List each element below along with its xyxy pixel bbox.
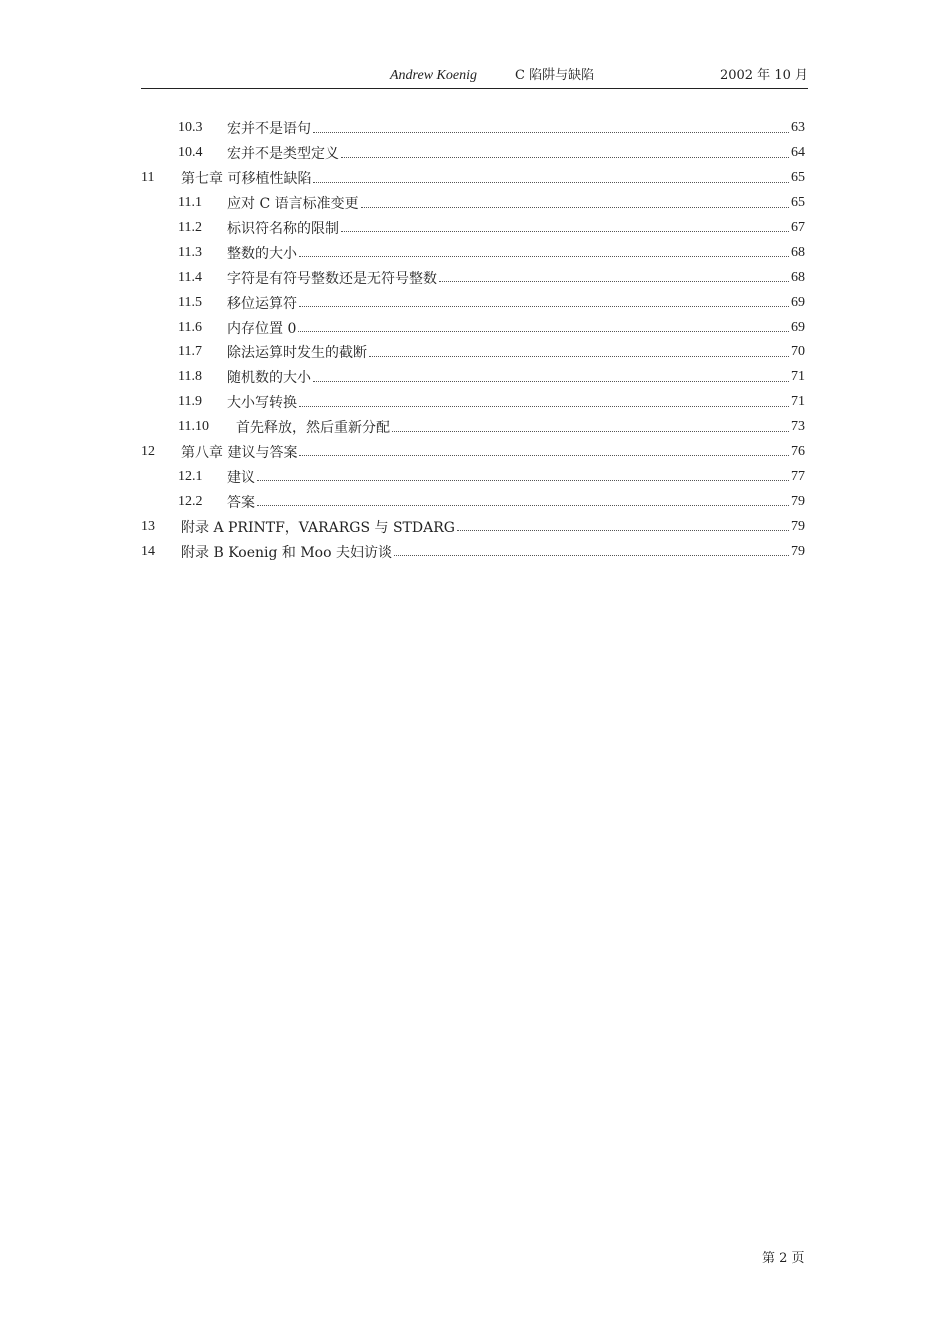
toc-entry-title: 附录 B Koenig 和 Moo 夫妇访谈	[181, 544, 392, 561]
toc-entry-number: 11.9	[178, 394, 202, 410]
toc-entry[interactable]	[141, 390, 808, 415]
toc-dot-leader	[341, 230, 789, 232]
toc-entry-number: 12.2	[178, 493, 203, 509]
toc-entry-title: 首先释放，然后重新分配	[236, 420, 390, 437]
toc-entry-number: 14	[141, 543, 155, 559]
toc-entry-title: 建议	[227, 469, 255, 486]
toc-dot-leader	[313, 181, 789, 183]
toc-entry-number: 11.2	[178, 220, 202, 235]
toc-entry-title: 整数的大小	[227, 245, 297, 262]
toc-dot-leader	[369, 355, 789, 357]
toc-entry-title: 随机数的大小	[227, 370, 311, 387]
header-author: Andrew Koenig	[390, 68, 477, 83]
page-header	[141, 66, 808, 89]
toc-dot-leader	[299, 454, 789, 456]
toc-entry-title: 答案	[227, 494, 255, 511]
toc-entry[interactable]	[141, 315, 808, 340]
toc-entry-title: 附录 A PRINTF，VARARGS 与 STDARG	[181, 519, 455, 536]
toc-entry[interactable]	[141, 464, 808, 489]
toc-entry-number: 10.4	[178, 145, 203, 161]
toc-entry-page: 71	[791, 369, 805, 385]
toc-entry[interactable]	[141, 440, 808, 465]
toc-entry-page: 79	[791, 543, 805, 559]
toc-entry-page: 71	[791, 394, 805, 410]
toc-entry[interactable]	[141, 365, 808, 390]
toc-entry-page: 79	[791, 518, 805, 534]
header-book-title: C 陷阱与缺陷	[515, 68, 595, 83]
toc-entry-title: 除法运算时发生的截断	[227, 345, 367, 362]
toc-entry-title: 宏并不是语句	[227, 121, 311, 138]
toc-dot-leader	[313, 380, 789, 382]
toc-entry-page: 77	[791, 468, 805, 484]
toc-entry-page: 63	[791, 120, 805, 136]
toc-dot-leader	[299, 255, 789, 257]
toc-entry-page: 69	[791, 294, 805, 310]
toc-dot-leader	[257, 479, 789, 481]
toc-entry-number: 13	[141, 518, 155, 534]
toc-dot-leader	[392, 430, 789, 432]
toc-entry[interactable]	[141, 340, 808, 365]
toc-dot-leader	[313, 131, 789, 133]
toc-entry-page: 73	[791, 419, 805, 435]
toc-dot-leader	[298, 330, 789, 332]
toc-entry-title: 宏并不是类型定义	[227, 146, 339, 163]
toc-entry-page: 68	[791, 244, 805, 260]
toc-entry[interactable]	[141, 489, 808, 514]
toc-entry-number: 11.5	[178, 294, 202, 310]
toc-entry-title: 第八章 建议与答案	[181, 445, 298, 462]
toc-dot-leader	[299, 405, 789, 407]
toc-entry-number: 12	[141, 444, 155, 460]
toc-entry-number: 11.8	[178, 369, 202, 385]
toc-entry[interactable]	[141, 216, 808, 241]
toc-entry-page: 70	[791, 344, 805, 360]
header-date: 2002 年 10 月	[719, 68, 808, 83]
toc-entry-page: 76	[791, 444, 805, 460]
toc-entry-number: 11.3	[178, 244, 202, 260]
toc-dot-leader	[361, 206, 789, 208]
toc-dot-leader	[394, 554, 789, 556]
toc-entry-number: 11.7	[178, 344, 202, 360]
toc-entry-page: 65	[791, 195, 805, 211]
toc-entry[interactable]	[141, 141, 808, 166]
toc-entry-title: 标识符名称的限制	[227, 221, 339, 237]
toc-entry[interactable]	[141, 539, 808, 564]
toc-entry-page: 68	[791, 269, 805, 285]
toc-entry-page: 67	[791, 220, 805, 235]
page-number: 第 2 页	[762, 1251, 805, 1266]
toc-entry-title: 大小写转换	[227, 395, 297, 412]
toc-entry-page: 64	[791, 145, 805, 161]
toc-entry[interactable]	[141, 116, 808, 141]
toc-entry-number: 12.1	[178, 468, 203, 484]
toc-entry-title: 字符是有符号整数还是无符号整数	[227, 270, 437, 287]
toc-entry-page: 65	[791, 170, 805, 186]
toc-entry-title: 内存位置 0	[227, 320, 297, 337]
toc-dot-leader	[439, 280, 789, 282]
toc-entry-number: 11.4	[178, 269, 202, 285]
toc-dot-leader	[341, 156, 789, 158]
toc-dot-leader	[257, 504, 789, 506]
toc-entry-page: 79	[791, 493, 805, 509]
toc-entry-number: 10.3	[178, 120, 203, 136]
toc-entry[interactable]	[141, 514, 808, 539]
table-of-contents	[141, 116, 808, 564]
toc-entry[interactable]	[141, 166, 808, 191]
toc-entry-title: 移位运算符	[227, 295, 297, 312]
toc-entry-number: 11.1	[178, 195, 202, 211]
toc-entry-number: 11.6	[178, 319, 202, 335]
toc-dot-leader	[299, 305, 789, 307]
toc-entry[interactable]	[141, 415, 808, 440]
toc-entry-page: 69	[791, 319, 805, 335]
toc-entry[interactable]	[141, 191, 808, 216]
toc-entry-number: 11.10	[178, 419, 209, 435]
toc-entry-number: 11	[141, 170, 155, 186]
toc-entry[interactable]	[141, 265, 808, 290]
toc-entry[interactable]	[141, 240, 808, 265]
toc-entry-title: 应对 C 语言标准变更	[227, 196, 359, 213]
toc-entry-title: 第七章 可移植性缺陷	[181, 171, 312, 188]
toc-entry[interactable]	[141, 290, 808, 315]
toc-dot-leader	[457, 529, 789, 531]
